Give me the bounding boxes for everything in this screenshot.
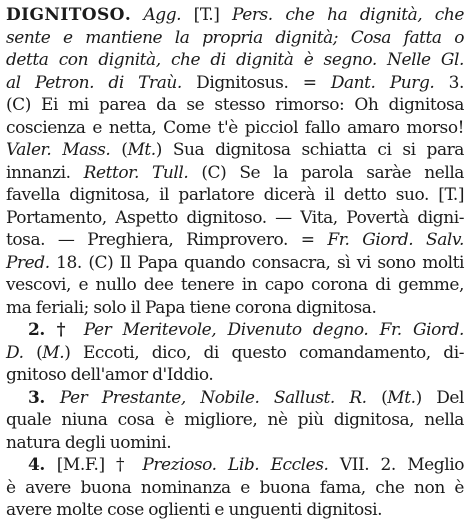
- entry-line: [6, 297, 464, 320]
- text-segment: quale niuna cosa è migliore, nè più dignitosa, nella: [6, 410, 464, 430]
- entry-line: [6, 319, 464, 342]
- italic-text-segment: Valer. Mass.: [6, 140, 111, 160]
- text-segment: (: [110, 140, 128, 160]
- entry-line: [6, 432, 464, 455]
- italic-text-segment: Per Prestante, Nobile. Sallust. R.: [59, 387, 367, 408]
- entry-line: [6, 184, 464, 207]
- italic-text-segment: Pers. che ha dignità, che: [231, 5, 464, 25]
- entry-line: [6, 27, 464, 50]
- entry-line: [6, 454, 464, 477]
- entry-line: [6, 499, 464, 522]
- entry-line: [6, 364, 464, 387]
- text-segment: tosa. — Preghiera, Rimprovero. =: [6, 230, 328, 250]
- text-segment: coscienza e netta, Come t'è picciol fallo amaro morso!: [6, 117, 464, 138]
- italic-text-segment: Dant. Purg.: [330, 72, 435, 93]
- italic-text-segment: Mt.: [387, 387, 416, 408]
- text-segment: 3.: [434, 72, 464, 93]
- italic-text-segment: Per Meritevole, Divenuto degno. Fr. Giord.: [83, 320, 464, 340]
- text-segment: gnitoso dell'amor d'Iddio.: [6, 365, 214, 385]
- text-segment: ) Sua dignitosa schiatta ci si para: [155, 140, 464, 160]
- text-segment: ) Del: [415, 387, 464, 408]
- entry-line: [6, 139, 464, 162]
- text-segment: 18. (C) Il Papa quando consacra, sì vi sono molti: [49, 252, 464, 273]
- text-segment: Portamento, Aspetto dignitoso. — Vita, Povertà digni-: [6, 207, 464, 228]
- dictionary-entry: [6, 4, 464, 522]
- entry-line: [6, 252, 464, 275]
- italic-text-segment: Prezioso. Lib. Eccles.: [142, 455, 329, 475]
- sense-number: 3.: [28, 387, 60, 408]
- entry-line: [6, 162, 464, 185]
- italic-text-segment: Agg.: [143, 5, 182, 25]
- text-segment: natura degli uomini.: [6, 432, 172, 453]
- italic-text-segment: detta con dignità, che di dignità è segno. Nelle Gl.: [6, 50, 464, 70]
- text-segment: ma feriali; solo il Papa tiene corona dignitosa.: [6, 297, 377, 318]
- italic-text-segment: Mt.: [127, 140, 156, 160]
- text-segment: [T.]: [181, 5, 232, 25]
- entry-line: [6, 409, 464, 432]
- text-segment: (C) Se la parola saràe nella: [188, 162, 464, 183]
- text-segment: (C) Ei mi parea da se stesso rimorso: Oh dignitosa: [6, 95, 464, 115]
- text-segment: VII. 2. Meglio: [328, 455, 464, 475]
- italic-text-segment: M.: [42, 342, 65, 363]
- text-segment: avere molte cose oglienti e unguenti dignitosi.: [6, 500, 383, 520]
- entry-line: [6, 477, 464, 500]
- text-segment: innanzi.: [6, 162, 84, 183]
- text-segment: ) Eccoti, dico, di questo comandamento, di-: [64, 342, 465, 363]
- text-segment: Dignitosus. =: [181, 72, 331, 93]
- text-segment: favella dignitosa, il parlatore dicerà il detto suo. [T.]: [6, 185, 464, 205]
- entry-line: [6, 72, 464, 95]
- italic-text-segment: sente e mantiene la propria dignità; Cosa fatta o: [6, 27, 464, 48]
- italic-text-segment: al Petron. di Traù.: [6, 72, 182, 93]
- sense-number: 4.: [28, 455, 57, 475]
- entry-line: [6, 342, 464, 365]
- entry-line: [6, 207, 464, 230]
- entry-line: [6, 387, 464, 410]
- entry-line: [6, 4, 464, 27]
- text-segment: (: [366, 387, 388, 408]
- headword: DIGNITOSO: [6, 5, 125, 25]
- italic-text-segment: Rettor. Tull.: [83, 162, 189, 183]
- entry-line: [6, 229, 464, 252]
- entry-line: [6, 117, 464, 140]
- entry-line: [6, 94, 464, 117]
- italic-text-segment: Fr. Giord. Salv.: [327, 230, 464, 250]
- sense-number: .: [124, 5, 144, 25]
- entry-line: [6, 274, 464, 297]
- entry-line: [6, 49, 464, 72]
- sense-number: 2. †: [28, 320, 84, 340]
- text-segment: è avere buona nominanza e buona fama, che non è: [6, 477, 464, 498]
- italic-text-segment: Pred.: [6, 252, 50, 273]
- text-segment: [M.F.] †: [56, 455, 143, 475]
- text-segment: (: [23, 342, 43, 363]
- text-segment: vescovi, e nullo dee tenere in capo corona di gemme,: [6, 275, 464, 295]
- italic-text-segment: D.: [6, 342, 24, 363]
